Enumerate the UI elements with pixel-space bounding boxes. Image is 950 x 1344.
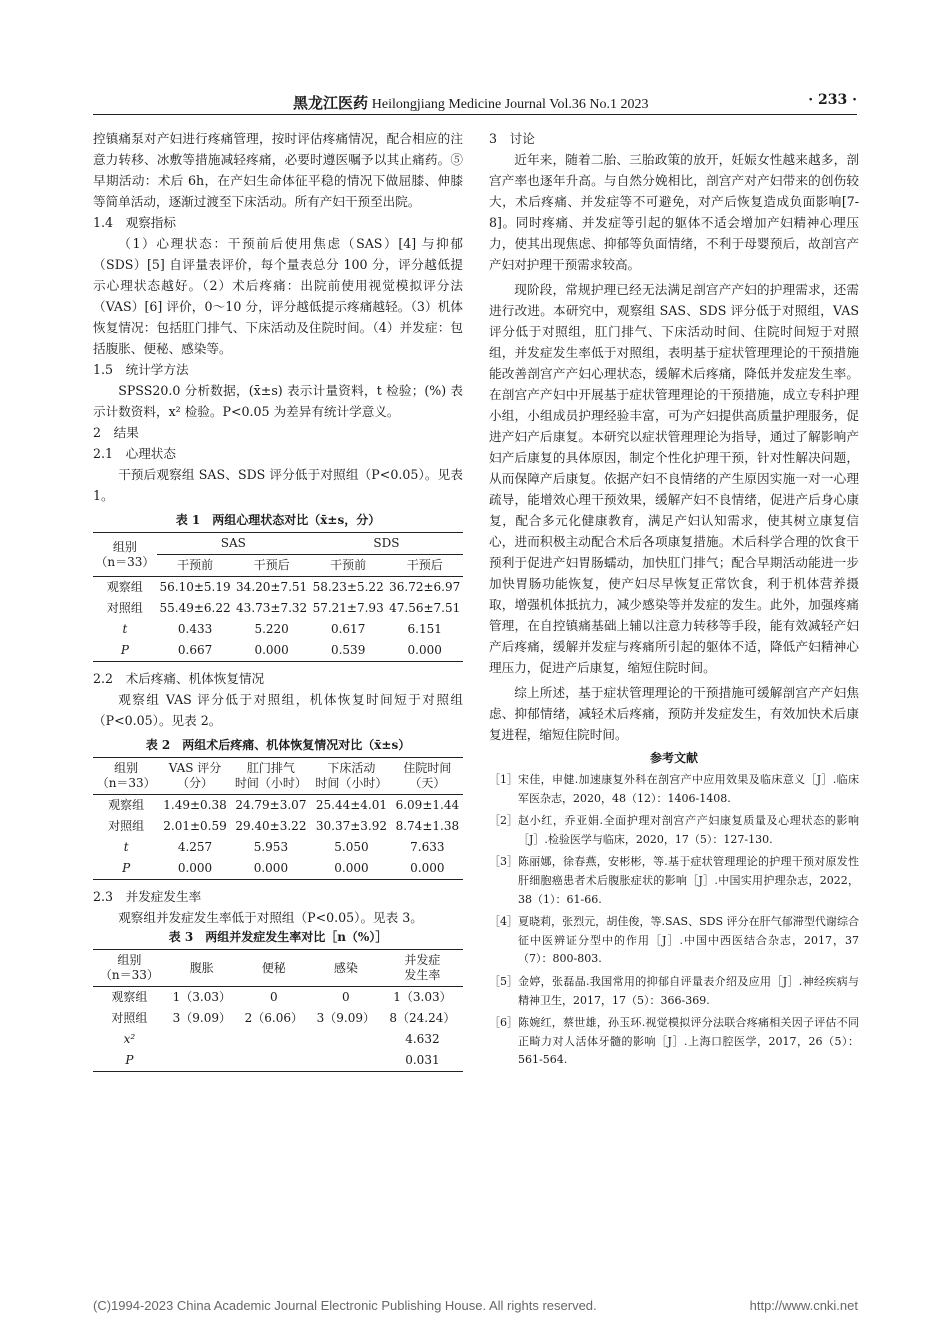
table-cell: 0.433 (177, 622, 213, 636)
reference-text: 夏晓莉，张烈元，胡佳俊，等.SAS、SDS 评分在肝气郁滞型代谢综合征中医辨证分型中的作用［J］.中国中西医结合杂志，2017，37（7）：800-803. (518, 915, 859, 966)
table1-group-label: 组别 (112, 539, 137, 554)
reference-item (489, 913, 859, 969)
table-cell: 0.031 (405, 1053, 440, 1067)
copyright-footer (93, 1298, 858, 1313)
reference-number: ［2］ (489, 814, 518, 828)
reference-item (489, 853, 859, 909)
table-cell: 8.74±1.38 (395, 819, 460, 833)
section-3-heading: 3 讨论 (489, 131, 535, 146)
right-column (489, 128, 859, 1074)
left-column (93, 128, 463, 1072)
table-cell: 8（24.24） (389, 1011, 456, 1025)
table-cell: 1（3.03） (172, 990, 231, 1004)
table-cell: 0.000 (253, 861, 289, 875)
table-cell: 观察组 (108, 798, 145, 812)
table2-head-line: （n＝33） (96, 776, 156, 790)
reference-number: ［5］ (489, 974, 518, 988)
table3-head (382, 950, 463, 987)
table-cell: 47.56±7.51 (389, 601, 461, 615)
table-cell: 1.49±0.38 (163, 798, 227, 812)
table-cell (238, 1029, 310, 1050)
references-title: 参考文献 (649, 751, 698, 765)
table1-head-sds: SDS (310, 533, 463, 555)
table-cell (166, 1029, 238, 1050)
intro-paragraph: 控镇痛泵对产妇进行疼痛管理，按时评估疼痛情况，配合相应的注意力转移、冰敷等措施减轻疼痛，必要时遵医嘱予以其止痛药。⑤早期活动：术后 6h，在产妇生命体征平稳的情况下做屈膝、伸膝等简单活动，逐渐过渡至下床活动。所有产妇干预至出院。 (93, 131, 463, 209)
table-cell: P (125, 1053, 134, 1067)
table2-head (231, 758, 312, 795)
table-cell: 对照组 (111, 1011, 148, 1025)
section-1-5-paragraph: SPSS20.0 分析数据，(x̄±s) 表示计量资料，t 检验；(%) 表示计数资料，x² 检验。P<0.05 为差异有统计学意义。 (93, 383, 463, 419)
table-cell: 5.050 (334, 840, 369, 854)
cnki-url: http://www.cnki.net (749, 1298, 858, 1313)
table-row (93, 619, 463, 640)
section-1-5-heading: 1.5 统计学方法 (93, 362, 189, 377)
table-cell: 0.667 (177, 643, 213, 657)
section-2-heading: 2 结果 (93, 425, 139, 440)
journal-title-en: Heilongjiang Medicine Journal Vol.36 No.1 2023 (371, 97, 649, 112)
table1-head-group (93, 533, 157, 577)
table-row (93, 640, 463, 662)
journal-title-cn: 黑龙江医药 (293, 96, 369, 112)
table-cell: t (123, 840, 129, 854)
table-cell: P (122, 861, 131, 875)
table-cell: 24.79±3.07 (235, 798, 307, 812)
discussion-paragraph-2: 现阶段，常规护理已经无法满足剖宫产产妇的护理需求，还需进行改进。本研究中，观察组 SAS、SDS 评分低于对照组，VAS 评分低于对照组，肛门排气、下床活动时间、住院时间短于对照组，并发症发生率低于对照组，表明基于症状管理理论的干预措施能改善剖宫产产妇心理状态，缓解术后疼痛，降低并发症发生率。在剖宫产产妇中开展基于症状管理理论的干预措施，成立专科护理小组，小组成员护理经验丰富，可为产妇提供高质量护理服务，促进产妇产后康复。本研究以症状管理理论为指导，通过了解影响产妇产后康复的具体原因，制定个性化护理干预，针对性解决问题，从而保障产后康复。依据产妇不良情绪的产生原因实施一对一心理疏导，能增效心理干预效果，缓解产妇不良情绪，促进产后身心康复，配合多元化健康教育，满足产妇认知需求，使其树立康复信心，进而积极主动配合术后各项康复措施。术后科学合理的饮食干预利于促进产妇胃肠蠕动，加快肛门排气；配合早期活动能进一步加快胃肠功能恢复，使产妇尽早恢复正常饮食，利于机体营养摄取，增强机体抵抗力，减少感染等并发症的发生。此外，加强疼痛管理，在自控镇痛基础上辅以注意力转移等手段，能有效减轻产妇产后疼痛，缓解并发症与疼痛所引起的躯体不适，降低产妇精神心理压力，促进产后康复，缩短住院时间。 (489, 282, 859, 675)
table3 (93, 949, 463, 1072)
table-cell: 30.37±3.92 (315, 819, 387, 833)
table3-caption: 表 3 两组并发症发生率对比［n（%）］ (168, 930, 388, 944)
table-row (93, 1050, 463, 1072)
table3-head (93, 950, 166, 987)
table-cell: 56.10±5.19 (159, 580, 231, 594)
table2-head-line: 下床活动 (327, 761, 376, 775)
reference-text: 宋佳，申健.加速康复外科在剖宫产中应用效果及临床意义［J］.临床军医杂志，2020，48（12）：1406-1408. (518, 773, 859, 805)
table-cell: 6.09±1.44 (395, 798, 460, 812)
table2-head-line: 组别 (114, 761, 139, 775)
table-cell: 36.72±6.97 (389, 580, 461, 594)
journal-title (293, 92, 649, 113)
table-cell: 58.23±5.22 (312, 580, 384, 594)
reference-text: 陈婉红，蔡世雄，孙玉环.视觉模拟评分法联合疼痛相关因子评估不同正畸力对人活体牙髓的影响［J］.上海口腔医学，2017，26（5）：561-564. (518, 1016, 859, 1067)
section-2-3-paragraph: 观察组并发症发生率低于对照组（P<0.05）。见表 3。 (118, 910, 423, 925)
table-cell: 0.539 (330, 643, 366, 657)
section-2-1-paragraph: 干预后观察组 SAS、SDS 评分低于对照组（P<0.05）。见表 1。 (93, 467, 463, 503)
table1-caption: 表 1 两组心理状态对比（x̄±s，分） (175, 513, 381, 527)
table1-sub-head: 干预前 (330, 558, 367, 572)
table3-head-line: 并发症 (404, 953, 441, 967)
table-cell: 0.000 (177, 861, 213, 875)
reference-item (489, 812, 859, 849)
table-cell: 2（6.06） (244, 1011, 303, 1025)
section-2-2-paragraph: 观察组 VAS 评分低于对照组，机体恢复时间短于对照组（P<0.05）。见表 2。 (93, 692, 463, 728)
references-list (489, 771, 859, 1070)
table2 (93, 757, 463, 880)
section-1-4-heading: 1.4 观察指标 (93, 215, 176, 230)
table-row (93, 858, 463, 880)
table2-head (311, 758, 392, 795)
table2-head (392, 758, 463, 795)
table-cell: 5.953 (253, 840, 289, 854)
table-cell: 4.257 (177, 840, 213, 854)
reference-number: ［3］ (489, 855, 518, 869)
table-cell: 34.20±7.51 (236, 580, 308, 594)
table3-head: 便秘 (261, 960, 286, 975)
table3-head-line: 组别 (117, 953, 142, 967)
table-cell: 3（9.09） (172, 1011, 231, 1025)
table-cell: 0.617 (330, 622, 366, 636)
table-cell: 观察组 (106, 580, 143, 594)
table-cell: 0 (269, 990, 278, 1004)
table1-sub-head: 干预前 (177, 558, 214, 572)
table-cell: 1（3.03） (393, 990, 452, 1004)
table-cell: x² (123, 1032, 136, 1046)
table-cell: 3（9.09） (316, 1011, 375, 1025)
table-cell: 55.49±6.22 (159, 601, 231, 615)
reference-item (489, 973, 859, 1010)
table-cell (310, 1029, 382, 1050)
table-cell: 25.44±4.01 (315, 798, 387, 812)
table-cell (238, 1050, 310, 1072)
table-cell: 2.01±0.59 (163, 819, 227, 833)
table2-head-line: 时间（小时） (315, 776, 388, 790)
reference-item (489, 771, 859, 808)
section-2-1-heading: 2.1 心理状态 (93, 446, 176, 461)
table3-head-line: 发生率 (404, 968, 441, 982)
table-row (93, 816, 463, 837)
table1 (93, 532, 463, 662)
reference-item (489, 1014, 859, 1070)
table-row (93, 795, 463, 817)
table-cell: 0.000 (407, 643, 442, 657)
reference-number: ［4］ (489, 915, 518, 929)
reference-text: 陈丽娜，徐春燕，安彬彬，等.基于症状管理理论的护理干预对原发性肝细胞癌患者术后腹胀症状的影响［J］.中国实用护理杂志，2022，38（1）：61-66. (518, 855, 859, 906)
copyright-text: (C)1994-2023 China Academic Journal Electronic Publishing House. All rights reserved. (93, 1298, 597, 1313)
table-cell: 6.151 (407, 622, 442, 636)
table3-head: 感染 (333, 960, 358, 975)
table-cell: 对照组 (106, 601, 143, 615)
table2-head-line: （分） (177, 776, 214, 790)
table-row (93, 837, 463, 858)
table-cell: 4.632 (405, 1032, 440, 1046)
table-row (93, 577, 463, 599)
table2-head-line: （天） (409, 776, 446, 790)
table-cell: 观察组 (111, 990, 148, 1004)
reference-text: 赵小红，乔亚娟.全面护理对剖宫产产妇康复质量及心理状态的影响［J］.检验医学与临床，2020，17（5）：127-130. (518, 814, 859, 846)
table2-caption: 表 2 两组术后疼痛、机体恢复情况对比（x̄±s） (145, 738, 411, 752)
table1-sub-head: 干预后 (253, 558, 290, 572)
table-row (93, 1008, 463, 1029)
table2-head-line: VAS 评分 (168, 761, 222, 775)
table-cell (310, 1050, 382, 1072)
table1-head-sas: SAS (157, 533, 310, 555)
table-cell: 57.21±7.93 (312, 601, 384, 615)
table-row (93, 598, 463, 619)
table3-head: 腹胀 (189, 960, 214, 975)
table-cell: 0.000 (410, 861, 445, 875)
table-cell: 对照组 (108, 819, 145, 833)
table2-head-line: 住院时间 (403, 761, 452, 775)
table-cell (166, 1050, 238, 1072)
page-number: · 233 · (808, 92, 857, 108)
table-cell: 0.000 (334, 861, 369, 875)
section-2-2-heading: 2.2 术后疼痛、机体恢复情况 (93, 671, 265, 686)
table3-head-line: （n＝33） (99, 968, 159, 982)
table-cell: 0.000 (254, 643, 289, 657)
table2-head-line: 肛门排气 (246, 761, 295, 775)
table-row (93, 987, 463, 1009)
table1-n-label: （n＝33） (95, 554, 155, 569)
table-cell: 0 (342, 990, 350, 1004)
running-header (93, 92, 857, 115)
table-cell: t (122, 622, 128, 636)
table-cell: 29.40±3.22 (235, 819, 307, 833)
discussion-paragraph-3: 综上所述，基于症状管理理论的干预措施可缓解剖宫产产妇焦虑、抑郁情绪，减轻术后疼痛，预防并发症发生，有效加快术后康复进程，缩短住院时间。 (489, 685, 859, 742)
reference-number: ［1］ (489, 773, 518, 786)
section-1-4-paragraph: （1）心理状态：干预前后使用焦虑（SAS）[4] 与抑郁（SDS）[5] 自评量表评价，每个量表总分 100 分，评分越低提示心理状态越好。（2）术后疼痛：出院前使用视觉模拟评分法（VAS）[6] 评价，0～10 分，评分越低提示疼痛越轻。（3）机体恢复情况：包括肛门排气、下床活动及住院时间。（4）并发症：包括腹胀、便秘、感染等。 (93, 236, 463, 356)
reference-text: 金婷，张磊晶.我国常用的抑郁自评量表介绍及应用［J］.神经疾病与精神卫生，2017，17（5）：366-369. (518, 974, 859, 1007)
discussion-paragraph-1: 近年来，随着二胎、三胎政策的放开，妊娠女性越来越多，剖宫产率也逐年升高。与自然分娩相比，剖宫产对产妇带来的创伤较大，术后疼痛、并发症等不可避免，对产后恢复造成负面影响[7-8]。同时疼痛、并发症等引起的躯体不适会增加产妇精神心理压力，使其出现焦虑、抑郁等负面情绪，不利于母婴预后，故剖宫产产妇对护理干预需求较高。 (489, 152, 859, 272)
table2-head-line: 时间（小时） (234, 776, 307, 790)
reference-number: ［6］ (489, 1016, 518, 1030)
table-cell: 5.220 (254, 622, 289, 636)
table-row (93, 1029, 463, 1050)
table2-head (159, 758, 230, 795)
table2-head (93, 758, 159, 795)
section-2-3-heading: 2.3 并发症发生率 (93, 889, 202, 904)
table1-sub-head: 干预后 (406, 558, 443, 572)
table-cell: P (120, 643, 129, 657)
table-cell: 43.73±7.32 (236, 601, 308, 615)
table-cell: 7.633 (410, 840, 445, 854)
